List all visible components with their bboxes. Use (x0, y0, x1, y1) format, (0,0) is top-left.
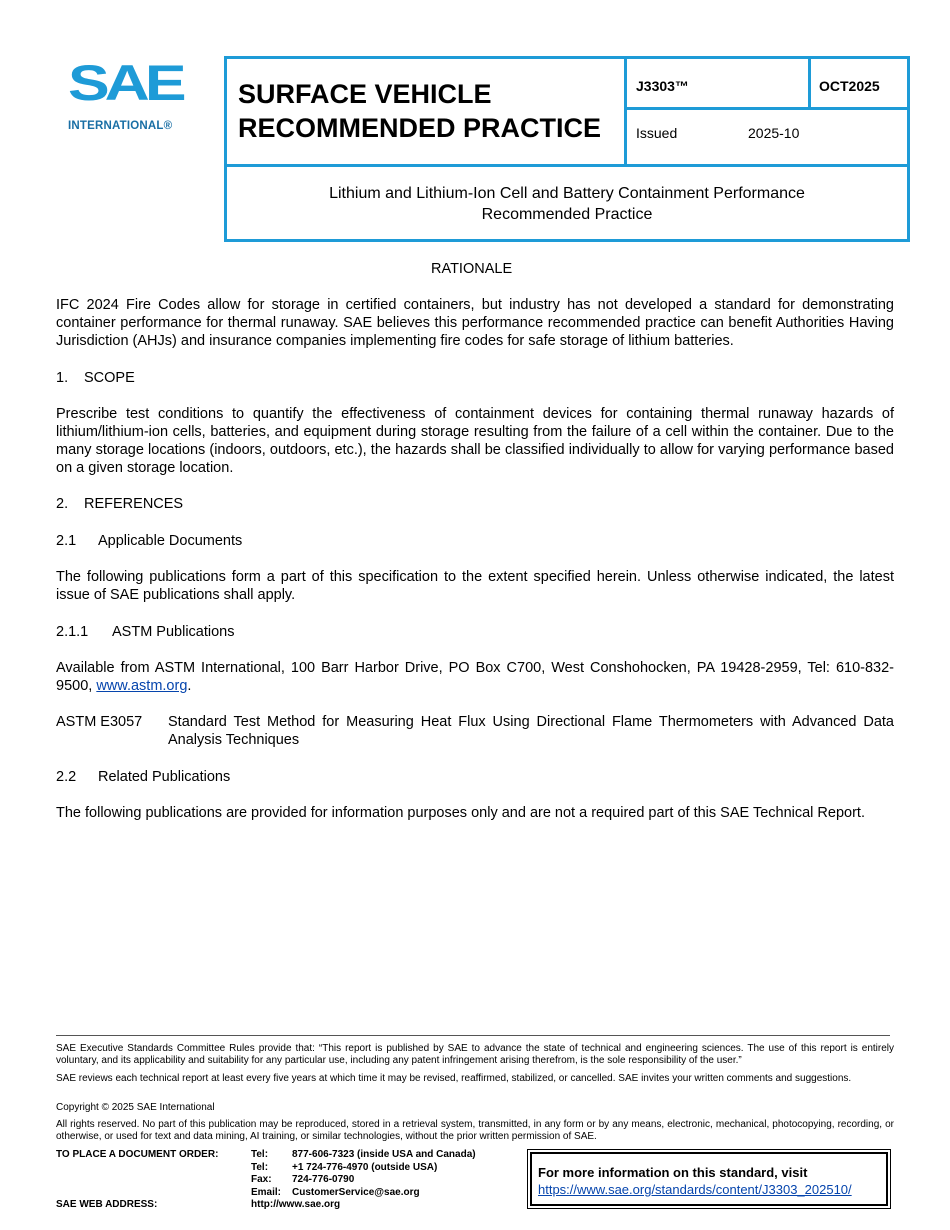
document-type-line2: RECOMMENDED PRACTICE (238, 113, 602, 143)
astm-website-link[interactable]: www.astm.org (96, 678, 188, 694)
astm-heading: ASTM Publications (112, 624, 235, 640)
more-info-title: For more information on this standard, visit (538, 1165, 808, 1180)
contact-label-fax: Fax: (251, 1174, 272, 1185)
issued-label: Issued (636, 125, 678, 141)
order-label: TO PLACE A DOCUMENT ORDER: (56, 1149, 219, 1160)
footer-review-text: SAE reviews each technical report at least every five years at which time it may be revised, reaffirmed, stabilized, or cancelled. SAE invites your written comments and suggestions. (56, 1073, 852, 1084)
scope-text: Prescribe test conditions to quantify the effectiveness of containment devices for containing thermal runaway hazards of lithium/lithium-ion cells, batteries, and equipment during storage resulting from the failure of a cell within the container. Due to the many storage locations (indoors, outdoors, etc.), the hazards shall be classified individually to allow for varying performance based on a given storage location. (56, 406, 894, 476)
contact-value-tel1: 877-606-7323 (inside USA and Canada) (292, 1149, 476, 1160)
document-date-code: OCT2025 (811, 59, 907, 110)
logo-wordmark: SAE (68, 55, 182, 111)
footer-rules-text: SAE Executive Standards Committee Rules provide that: “This report is published by SAE to advance the state of technical and engineering sciences. The use of this report is entirely voluntary, and its applicability and suitability for any particular use, including any patent infringement arising therefrom, is the sole responsibility of the user.” (56, 1043, 894, 1066)
document-number: J3303™ (627, 59, 811, 110)
footer-divider (56, 1035, 890, 1036)
astm-text (56, 659, 894, 695)
footer-rights-text: All rights reserved. No part of this publication may be reproduced, stored in a retrieval system, transmitted, in any form or by any means, electronic, mechanical, photocopying, recording, or otherwise, or used for text and data mining, AI training, or similar technologies, without the prior written permission of SAE. (56, 1119, 894, 1142)
contact-value-email: CustomerService@sae.org (292, 1186, 420, 1198)
rationale-text: IFC 2024 Fire Codes allow for storage in certified containers, but industry has not developed a standard for demonstrating container performance for thermal runaway. SAE believes this performance recommended practice can benefit Authorities Having Jurisdiction (AHJs) and insurance companies implementing fire codes for safe storage of lithium batteries. (56, 297, 894, 349)
applicable-heading: Applicable Documents (98, 533, 243, 549)
document-title-line2: Recommended Practice (481, 206, 653, 223)
related-heading: Related Publications (98, 769, 231, 785)
reference-entry-text: Standard Test Method for Measuring Heat Flux Using Directional Flame Thermometers with Advanced Data Analysis Techniques (168, 714, 894, 748)
standard-info-link[interactable]: https://www.sae.org/standards/content/J3303_202510/ (538, 1182, 852, 1197)
astm-text-prefix: Available from ASTM International, 100 Barr Harbor Drive, PO Box C700, West Conshohocken, PA 19428-2959, Tel: 610-832-9500, (56, 660, 894, 694)
applicable-text: The following publications form a part of this specification to the extent specified herein. Unless otherwise indicated, the latest issue of SAE publications shall apply. (56, 569, 894, 603)
issued-cell (627, 110, 907, 167)
document-header-box (224, 56, 910, 242)
references-number: 2. (56, 496, 69, 512)
issued-value: 2025-10 (748, 125, 800, 141)
logo-subtitle: INTERNATIONAL® (68, 120, 173, 132)
web-address-value: http://www.sae.org (251, 1199, 341, 1210)
scope-number: 1. (56, 370, 69, 386)
reference-entry-id: ASTM E3057 (56, 714, 143, 730)
rationale-heading: RATIONALE (431, 261, 513, 277)
document-type-line1: SURFACE VEHICLE (238, 79, 492, 109)
scope-heading: SCOPE (84, 370, 135, 386)
applicable-number: 2.1 (56, 533, 77, 549)
contact-value-tel2: +1 724-776-4970 (outside USA) (292, 1161, 438, 1173)
document-title (227, 167, 907, 239)
related-text: The following publications are provided for information purposes only and are not a required part of this SAE Technical Report. (56, 805, 865, 821)
sae-international-logo (62, 55, 194, 138)
more-info-inner (530, 1152, 888, 1206)
astm-number: 2.1.1 (56, 624, 89, 640)
footer-copyright: Copyright © 2025 SAE International (56, 1102, 215, 1113)
references-heading: REFERENCES (84, 496, 184, 512)
contact-label-tel1: Tel: (251, 1149, 269, 1160)
contact-label-email: Email: (251, 1186, 282, 1198)
document-type-cell (227, 59, 627, 167)
contact-value-fax: 724-776-0790 (292, 1174, 355, 1185)
related-number: 2.2 (56, 769, 77, 785)
more-info-box (527, 1149, 891, 1209)
document-title-line1: Lithium and Lithium-Ion Cell and Battery Containment Performance (329, 185, 805, 202)
contact-label-tel2: Tel: (251, 1161, 269, 1173)
web-address-label: SAE WEB ADDRESS: (56, 1199, 158, 1210)
astm-text-suffix: . (187, 678, 192, 694)
